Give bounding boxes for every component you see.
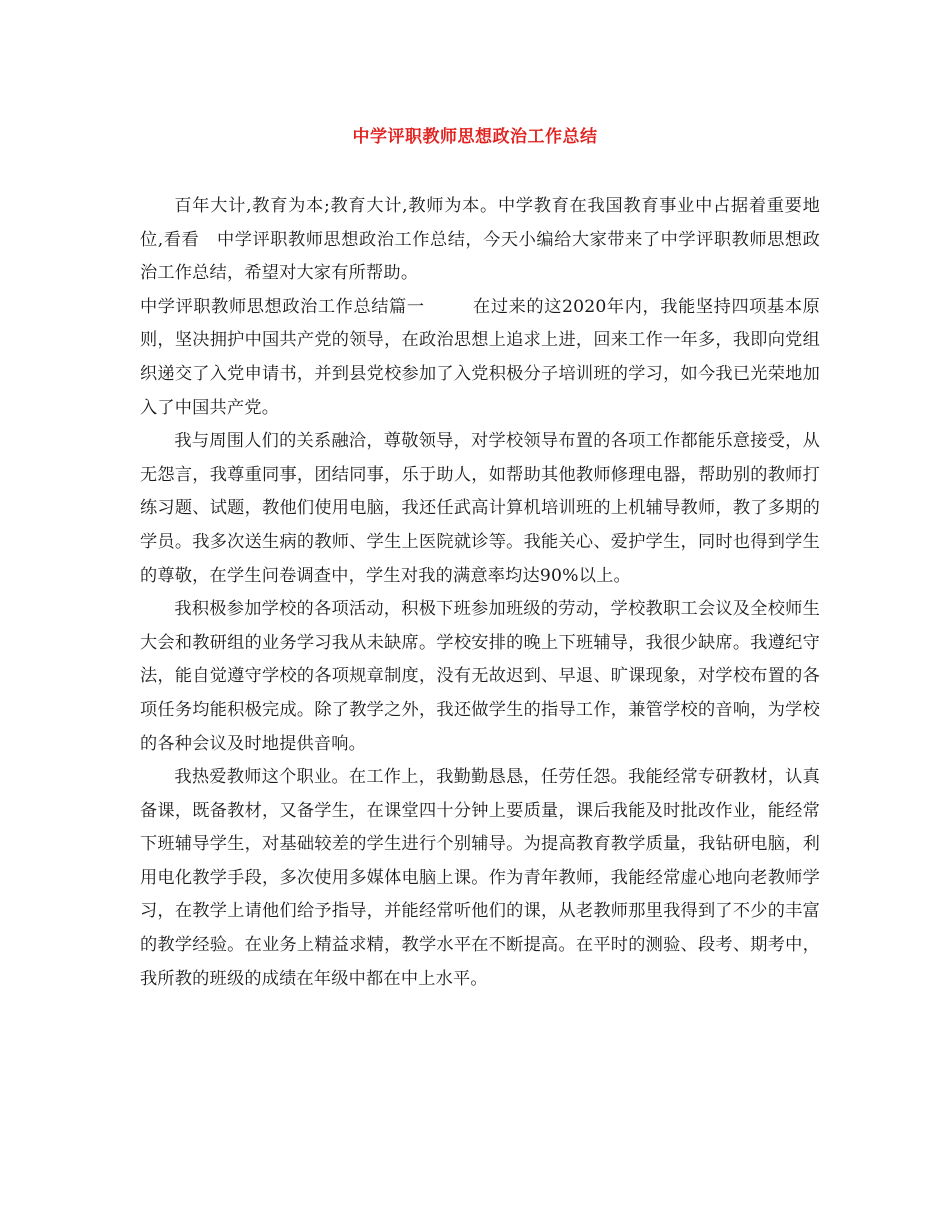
activities-paragraph: 我积极参加学校的各项活动，积极下班参加班级的劳动，学校教职工会议及全校师生大会和教研组的业务学习我从未缺席。学校安排的晚上下班辅导，我很少缺席。我遵纪守法，能自觉遵守学校的各项规章制度，没有无故迟到、早退、旷课现象，对学校布置的各项任务均能积极完成。除了教学之外，我还做学生的指导工作，兼管学校的音响，为学校的各种会议及时地提供音响。 xyxy=(140,599,820,754)
relations-paragraph: 我与周围人们的关系融洽，尊敬领导，对学校领导布置的各项工作都能乐意接受，从无怨言，我尊重同事，团结同事，乐于助人，如帮助其他教师修理电器，帮助别的教师打练习题、试题，教他们使用电脑，我还任武高计算机培训班的上机辅导教师，教了多期的学员。我多次送生病的教师、学生上医院就诊等。我能关心、爱护学生，同时也得到学生的尊敬，在学生问卷调查中，学生对我的满意率均达90%以上。 xyxy=(140,431,820,586)
section-heading: 中学评职教师思想政治工作总结篇一 xyxy=(140,296,425,317)
document-title: 中学评职教师思想政治工作总结 xyxy=(352,127,598,147)
section-paragraph xyxy=(140,291,820,425)
teaching-paragraph: 我热爱教师这个职业。在工作上，我勤勤恳恳，任劳任怨。我能经常专研教材，认真备课，既备教材，又备学生，在课堂四十分钟上要质量，课后我能及时批改作业，能经常下班辅导学生，对基础较差的学生进行个别辅导。为提高教育教学质量，我钻研电脑，利用电化教学手段，多次使用多媒体电脑上课。作为青年教师，我能经常虚心地向老教师学习，在教学上请他们给予指导，并能经常听他们的课，从老教师那里我得到了不少的丰富的教学经验。在业务上精益求精，教学水平在不断提高。在平时的测验、段考、期考中，我所教的班级的成绩在年级中都在中上水平。 xyxy=(140,767,820,989)
section-text: 在过来的这2020年内，我能坚持四项基本原则，坚决拥护中国共产党的领导，在政治思想上追求上进，回来工作一年多，我即向党组织递交了入党申请书，并到县党校参加了入党积极分子培训班的学习，如今我已光荣地加入了中国共产党。 xyxy=(140,296,821,418)
intro-paragraph: 百年大计,教育为本;教育大计,教师为本。中学教育在我国教育事业中占据着重要地位,看看 中学评职教师思想政治工作总结，今天小编给大家带来了中学评职教师思想政治工作总结，希望对大家有所帮助。 xyxy=(140,196,820,284)
document-body xyxy=(140,190,820,996)
